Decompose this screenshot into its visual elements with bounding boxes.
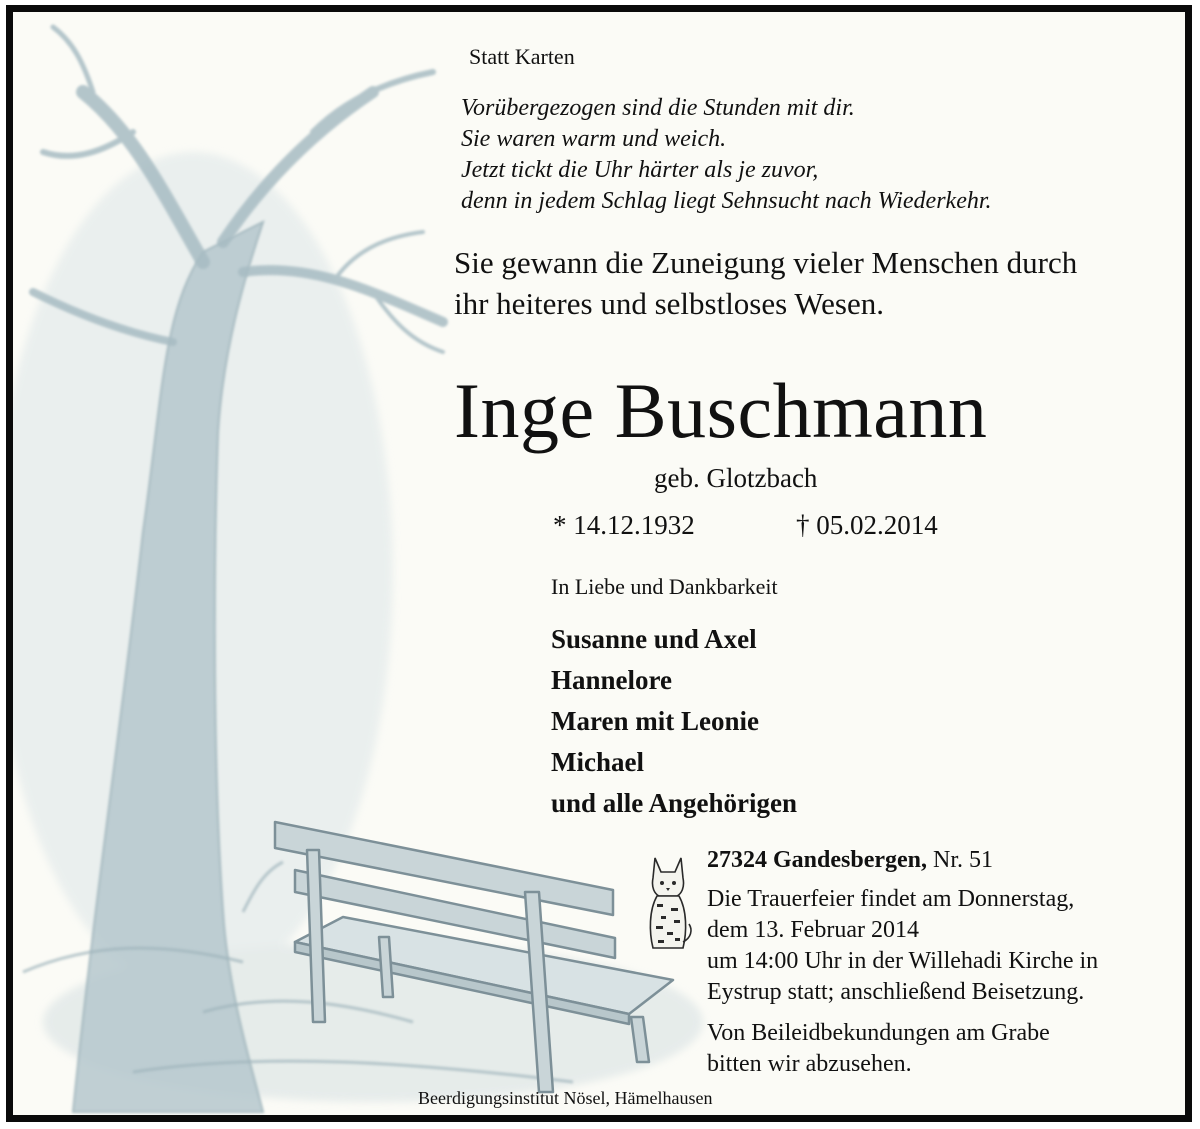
funeral-info-line: Eystrup statt; anschließend Beisetzung. bbox=[707, 979, 1085, 1005]
death-date: † 05.02.2014 bbox=[796, 510, 938, 540]
funeral-info-line: um 14:00 Uhr in der Willehadi Kirche in bbox=[707, 948, 1099, 974]
poem-line: Sie waren warm und weich. bbox=[461, 126, 727, 152]
statt-karten-label: Statt Karten bbox=[469, 44, 575, 69]
cat-icon bbox=[641, 852, 695, 952]
intro-line: ihr heiteres und selbstloses Wesen. bbox=[454, 286, 884, 321]
address-place: 27324 Gandesbergen, bbox=[707, 847, 928, 873]
poem-line: denn in jedem Schlag liegt Sehnsucht nach Wiederkehr. bbox=[461, 188, 992, 214]
mourner-name: Susanne und Axel bbox=[551, 624, 757, 654]
birth-name: geb. Glotzbach bbox=[654, 463, 818, 493]
funeral-info-line: Die Trauerfeier findet am Donnerstag, bbox=[707, 886, 1075, 912]
condolence-note-line: Von Beileidbekundungen am Grabe bbox=[707, 1020, 1050, 1046]
funeral-info-line: dem 13. Februar 2014 bbox=[707, 917, 919, 943]
intro-line: Sie gewann die Zuneigung vieler Menschen durch bbox=[454, 245, 1078, 280]
mourner-name: Maren mit Leonie bbox=[551, 706, 759, 736]
condolence-note-line: bitten wir abzusehen. bbox=[707, 1051, 912, 1077]
poem-line: Vorübergezogen sind die Stunden mit dir. bbox=[461, 95, 855, 121]
undertaker-credit: Beerdigungsinstitut Nösel, Hämelhausen bbox=[418, 1088, 713, 1108]
gratitude-line: In Liebe und Dankbarkeit bbox=[551, 574, 778, 599]
mourner-name: Hannelore bbox=[551, 665, 672, 695]
address-line bbox=[707, 847, 993, 874]
birth-date: * 14.12.1932 bbox=[553, 510, 695, 540]
address-number: Nr. 51 bbox=[933, 847, 994, 873]
poem-line: Jetzt tickt die Uhr härter als je zuvor, bbox=[461, 157, 819, 183]
obituary-notice bbox=[6, 5, 1192, 1122]
deceased-name: Inge Buschmann bbox=[454, 367, 988, 454]
mourner-name: und alle Angehörigen bbox=[551, 788, 798, 818]
mourner-name: Michael bbox=[551, 747, 644, 777]
